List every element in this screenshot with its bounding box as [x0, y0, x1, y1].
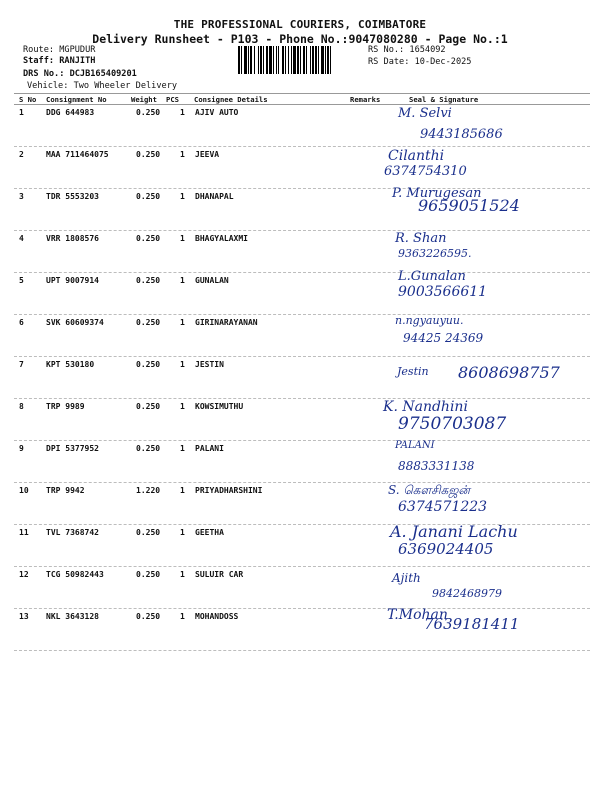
runsheet-subtitle: Delivery Runsheet - P103 - Phone No.:9047080280 - Page No.:1 — [92, 32, 508, 46]
row-divider — [14, 146, 590, 147]
row-weight: 0.250 — [136, 444, 161, 453]
signature-name: M. Selvi — [398, 106, 452, 121]
row-consignee-name: SULUIR CAR — [195, 570, 244, 579]
barcode-image — [237, 46, 365, 74]
row-divider — [14, 356, 590, 357]
row-sno: 1 — [19, 108, 24, 117]
row-divider — [14, 440, 590, 441]
col-remarks: Remarks — [350, 95, 381, 104]
col-seal-signature: Seal & Signature — [409, 95, 479, 104]
row-consignment-no: KPT 530180 — [46, 360, 95, 369]
row-pcs: 1 — [180, 360, 185, 369]
row-sno: 12 — [19, 570, 29, 579]
signature-phone: 6374571223 — [398, 499, 488, 515]
row-sno: 13 — [19, 612, 29, 621]
rs-date: RS Date: 10-Dec-2025 — [368, 57, 472, 67]
row-divider — [14, 650, 590, 651]
signature-name: A. Janani Lachu — [390, 522, 518, 541]
row-consignee-name: GUNALAN — [195, 276, 229, 285]
signature-phone: 8883331138 — [398, 459, 475, 473]
header-top-rule — [14, 93, 590, 94]
row-sno: 6 — [19, 318, 24, 327]
col-consignment: Consignment No — [46, 95, 107, 104]
row-consignee-name: BHAGYALAXMI — [195, 234, 248, 243]
row-pcs: 1 — [180, 318, 185, 327]
row-consignee-name: PRIYADHARSHINI — [195, 486, 263, 495]
signature-name: PALANI — [395, 440, 435, 451]
row-sno: 4 — [19, 234, 24, 243]
signature-name: n.ngyauyuu. — [395, 314, 464, 327]
row-consignment-no: VRR 1808576 — [46, 234, 99, 243]
col-consignee: Consignee Details — [194, 95, 268, 104]
row-sno: 9 — [19, 444, 24, 453]
row-weight: 0.250 — [136, 318, 161, 327]
row-consignee-name: GIRINARAYANAN — [195, 318, 258, 327]
row-pcs: 1 — [180, 528, 185, 537]
row-sno: 7 — [19, 360, 24, 369]
signature-phone: 94425 24369 — [403, 331, 484, 345]
row-consignment-no: DDG 644983 — [46, 108, 95, 117]
signature-name: T.Mohan — [387, 607, 448, 623]
row-pcs: 1 — [180, 612, 185, 621]
row-pcs: 1 — [180, 276, 185, 285]
route-label: Route: MGPUDUR — [23, 45, 96, 55]
signature-name: K. Nandhini — [383, 399, 468, 415]
header-bottom-rule — [14, 104, 590, 105]
signature-name: S. கௌசிகஜன் — [388, 483, 470, 497]
row-weight: 0.250 — [136, 150, 161, 159]
signature-name: P. Murugesan — [392, 186, 482, 201]
signature-phone: 6374754310 — [384, 164, 467, 179]
row-pcs: 1 — [180, 234, 185, 243]
row-pcs: 1 — [180, 192, 185, 201]
row-sno: 3 — [19, 192, 24, 201]
row-sno: 11 — [19, 528, 29, 537]
signature-phone: 9003566611 — [398, 284, 488, 300]
row-sno: 8 — [19, 402, 24, 411]
row-divider — [14, 314, 590, 315]
col-pcs: PCS — [166, 95, 179, 104]
row-consignment-no: NKL 3643128 — [46, 612, 99, 621]
signature-phone: 9363226595. — [398, 247, 472, 260]
row-weight: 0.250 — [136, 234, 161, 243]
row-consignee-name: JESTIN — [195, 360, 224, 369]
row-weight: 0.250 — [136, 192, 161, 201]
row-sno: 2 — [19, 150, 24, 159]
signature-name: Ajith — [392, 571, 421, 585]
row-consignee-name: JEEVA — [195, 150, 220, 159]
signature-name: R. Shan — [395, 231, 447, 246]
row-divider — [14, 608, 590, 609]
row-pcs: 1 — [180, 486, 185, 495]
row-consignment-no: SVK 60609374 — [46, 318, 104, 327]
row-divider — [14, 482, 590, 483]
signature-phone: 7639181411 — [424, 615, 520, 633]
row-consignment-no: TDR 5553203 — [46, 192, 99, 201]
row-divider — [14, 188, 590, 189]
row-consignee-name: AJIV AUTO — [195, 108, 239, 117]
row-pcs: 1 — [180, 402, 185, 411]
row-divider — [14, 230, 590, 231]
col-weight: Weight — [131, 95, 157, 104]
rs-number: RS No.: 1654092 — [368, 45, 446, 55]
staff-label: Staff: RANJITH — [23, 56, 96, 66]
row-weight: 1.220 — [136, 486, 161, 495]
row-weight: 0.250 — [136, 612, 161, 621]
signature-name: Cilanthi — [388, 148, 445, 164]
row-weight: 0.250 — [136, 528, 161, 537]
row-weight: 0.250 — [136, 402, 161, 411]
signature-phone: 9842468979 — [432, 587, 502, 600]
signature-phone: 9443185686 — [420, 127, 503, 142]
row-pcs: 1 — [180, 108, 185, 117]
row-consignment-no: TRP 9989 — [46, 402, 85, 411]
row-sno: 10 — [19, 486, 29, 495]
row-pcs: 1 — [180, 444, 185, 453]
signature-phone: 9659051524 — [418, 196, 520, 215]
row-consignment-no: UPT 9007914 — [46, 276, 99, 285]
drs-label: DRS No.: DCJB165409201 — [23, 69, 137, 79]
signature-name: Jestin — [397, 365, 429, 378]
signature-phone: 6369024405 — [398, 540, 494, 558]
row-consignee-name: DHANAPAL — [195, 192, 234, 201]
signature-phone: 8608698757 — [458, 363, 560, 382]
row-consignment-no: DPI 5377952 — [46, 444, 99, 453]
row-divider — [14, 272, 590, 273]
row-weight: 0.250 — [136, 276, 161, 285]
row-consignee-name: PALANI — [195, 444, 224, 453]
row-weight: 0.250 — [136, 108, 161, 117]
col-sno: S No — [19, 95, 37, 104]
row-weight: 0.250 — [136, 570, 161, 579]
row-divider — [14, 566, 590, 567]
row-divider — [14, 398, 590, 399]
row-consignment-no: TRP 9942 — [46, 486, 85, 495]
row-consignee-name: KOWSIMUTHU — [195, 402, 244, 411]
signature-name: L.Gunalan — [398, 269, 466, 284]
row-consignee-name: MOHANDOSS — [195, 612, 239, 621]
row-consignment-no: TVL 7368742 — [46, 528, 99, 537]
row-pcs: 1 — [180, 570, 185, 579]
signature-phone: 9750703087 — [398, 414, 507, 434]
row-sno: 5 — [19, 276, 24, 285]
company-title: THE PROFESSIONAL COURIERS, COIMBATORE — [173, 18, 427, 31]
row-pcs: 1 — [180, 150, 185, 159]
row-weight: 0.250 — [136, 360, 161, 369]
row-consignment-no: TCG 50982443 — [46, 570, 104, 579]
row-consignment-no: MAA 711464075 — [46, 150, 109, 159]
barcode — [237, 46, 365, 74]
vehicle-label: Vehicle: Two Wheeler Delivery — [27, 81, 178, 91]
row-consignee-name: GEETHA — [195, 528, 224, 537]
